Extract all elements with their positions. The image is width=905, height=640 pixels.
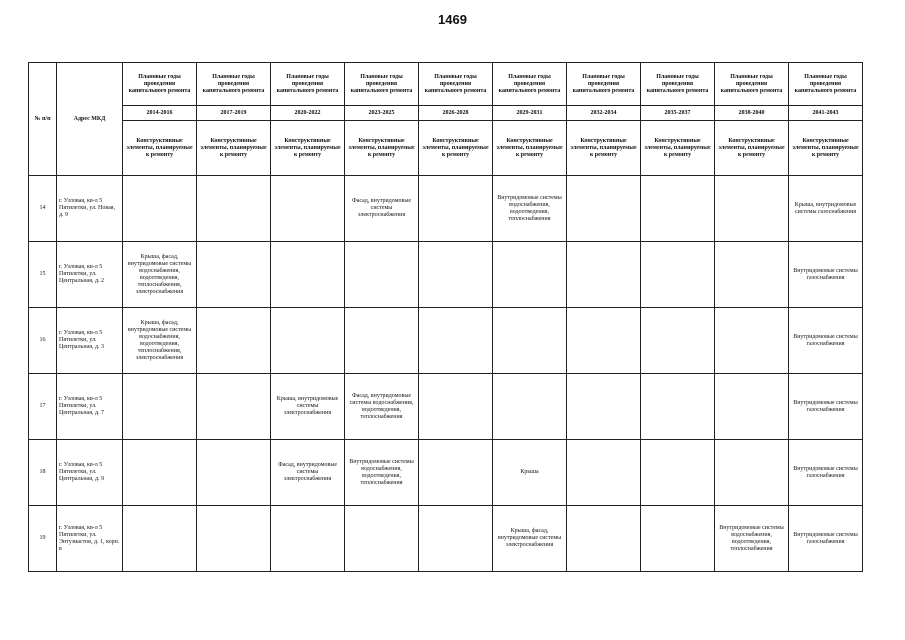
repair-cell: Внутридомовые системы водоснабжения, водоотведения, теплоснабжения [493, 176, 567, 242]
repair-cell: Крыша, внутридомовые системы электроснабжения [271, 374, 345, 440]
elements-label: Конструктивные элементы, планируемые к ремонту [419, 121, 493, 176]
repair-cell [271, 242, 345, 308]
repair-cell [197, 506, 271, 572]
row-address: г. Узловая, кв-л 5 Пятилетки, ул. Центральная, д. 9 [57, 440, 123, 506]
repair-cell: Крыша, фасад, внутридомовые системы водоснабжения, водоотведения, теплоснабжения, электроснабжения [123, 242, 197, 308]
period-years: 2038-2040 [715, 106, 789, 121]
repair-cell: Крыша, внутридомовые системы газоснабжения [789, 176, 863, 242]
repair-cell: Внутридомовые системы газоснабжения [789, 374, 863, 440]
repair-cell [567, 308, 641, 374]
elements-label: Конструктивные элементы, планируемые к ремонту [345, 121, 419, 176]
repair-cell [567, 440, 641, 506]
repair-cell [419, 242, 493, 308]
period-title: Плановые годы проведения капитального ремонта [715, 63, 789, 106]
repair-cell [419, 440, 493, 506]
repair-cell [715, 374, 789, 440]
repair-cell [715, 308, 789, 374]
period-years: 2020-2022 [271, 106, 345, 121]
repair-cell [641, 374, 715, 440]
repair-cell [123, 374, 197, 440]
repair-cell [641, 308, 715, 374]
repair-cell [715, 440, 789, 506]
repair-cell [567, 506, 641, 572]
repair-cell [345, 242, 419, 308]
elements-label: Конструктивные элементы, планируемые к ремонту [271, 121, 345, 176]
elements-label: Конструктивные элементы, планируемые к ремонту [123, 121, 197, 176]
elements-label: Конструктивные элементы, планируемые к ремонту [641, 121, 715, 176]
repair-cell [197, 374, 271, 440]
period-title: Плановые годы проведения капитального ремонта [493, 63, 567, 106]
table-row [29, 176, 863, 242]
repair-cell [197, 176, 271, 242]
table-row [29, 506, 863, 572]
period-years: 2029-2031 [493, 106, 567, 121]
row-address: г. Узловая, кв-л 5 Пятилетки, ул. Центральная, д. 7 [57, 374, 123, 440]
period-years: 2026-2028 [419, 106, 493, 121]
repair-cell [197, 440, 271, 506]
repair-cell: Крыша, фасад, внутридомовые системы электроснабжения [493, 506, 567, 572]
period-years: 2032-2034 [567, 106, 641, 121]
repair-cell [493, 374, 567, 440]
repair-cell [345, 506, 419, 572]
repair-cell [715, 242, 789, 308]
repair-cell [271, 308, 345, 374]
repair-cell [197, 242, 271, 308]
row-number: 15 [29, 242, 57, 308]
repair-cell [493, 308, 567, 374]
row-address: г. Узловая, кв-л 5 Пятилетки, ул. Центральная, д. 2 [57, 242, 123, 308]
repair-cell [419, 176, 493, 242]
repair-cell [271, 176, 345, 242]
row-address: г. Узловая, кв-л 5 Пятилетки, ул. Центральная, д. 3 [57, 308, 123, 374]
elements-label: Конструктивные элементы, планируемые к ремонту [789, 121, 863, 176]
elements-label: Конструктивные элементы, планируемые к ремонту [493, 121, 567, 176]
repair-cell [123, 440, 197, 506]
period-title: Плановые годы проведения капитального ремонта [419, 63, 493, 106]
row-address: г. Узловая, кв-л 5 Пятилетки, ул. Энтузиастов, д. 1, корп. в [57, 506, 123, 572]
period-title: Плановые годы проведения капитального ремонта [345, 63, 419, 106]
repair-cell [641, 440, 715, 506]
repair-cell [567, 374, 641, 440]
repair-cell: Внутридомовые системы водоснабжения, водоотведения, теплоснабжения [345, 440, 419, 506]
header-years-row [29, 106, 863, 121]
elements-label: Конструктивные элементы, планируемые к ремонту [567, 121, 641, 176]
repair-cell [567, 176, 641, 242]
header-title-row [29, 63, 863, 106]
repair-cell: Внутридомовые системы газоснабжения [789, 308, 863, 374]
repair-cell [123, 506, 197, 572]
repair-cell: Внутридомовые системы газоснабжения [789, 506, 863, 572]
repair-cell [419, 308, 493, 374]
period-title: Плановые годы проведения капитального ремонта [271, 63, 345, 106]
period-title: Плановые годы проведения капитального ремонта [789, 63, 863, 106]
row-number: 16 [29, 308, 57, 374]
capital-repair-table [28, 62, 863, 572]
period-years: 2014-2016 [123, 106, 197, 121]
repair-cell: Внутридомовые системы газоснабжения [789, 440, 863, 506]
row-number: 19 [29, 506, 57, 572]
repair-cell [641, 506, 715, 572]
repair-cell: Внутридомовые системы водоснабжения, водоотведения, теплоснабжения [715, 506, 789, 572]
table-row [29, 308, 863, 374]
repair-cell: Крыша [493, 440, 567, 506]
repair-cell [123, 176, 197, 242]
period-years: 2017-2019 [197, 106, 271, 121]
repair-cell [419, 506, 493, 572]
page-number: 1469 [438, 12, 467, 27]
period-years: 2035-2037 [641, 106, 715, 121]
row-number: 18 [29, 440, 57, 506]
repair-cell [419, 374, 493, 440]
repair-cell: Крыша, фасад, внутридомовые системы водоснабжения, водоотведения, теплоснабжения, электроснабжения [123, 308, 197, 374]
elements-label: Конструктивные элементы, планируемые к ремонту [715, 121, 789, 176]
period-title: Плановые годы проведения капитального ремонта [567, 63, 641, 106]
repair-cell: Фасад, внутридомовые системы электроснабжения [271, 440, 345, 506]
header-elements-row [29, 121, 863, 176]
row-number: 14 [29, 176, 57, 242]
period-title: Плановые годы проведения капитального ремонта [641, 63, 715, 106]
elements-label: Конструктивные элементы, планируемые к ремонту [197, 121, 271, 176]
repair-cell [641, 242, 715, 308]
table-row [29, 440, 863, 506]
period-years: 2023-2025 [345, 106, 419, 121]
repair-cell: Внутридомовые системы газоснабжения [789, 242, 863, 308]
column-header-number: № п/п [29, 63, 57, 176]
column-header-address: Адрес МКД [57, 63, 123, 176]
repair-cell [641, 176, 715, 242]
repair-cell [493, 242, 567, 308]
table-row [29, 242, 863, 308]
repair-cell: Фасад, внутридомовые системы электроснабжения [345, 176, 419, 242]
repair-cell [197, 308, 271, 374]
row-number: 17 [29, 374, 57, 440]
repair-cell: Фасад, внутридомовые системы водоснабжения, водоотведения, теплоснабжения [345, 374, 419, 440]
row-address: г. Узловая, кв-л 5 Пятилетки, ул. Новая, д. 9 [57, 176, 123, 242]
repair-cell [567, 242, 641, 308]
repair-cell [345, 308, 419, 374]
period-title: Плановые годы проведения капитального ремонта [197, 63, 271, 106]
repair-cell [715, 176, 789, 242]
repair-cell [271, 506, 345, 572]
period-title: Плановые годы проведения капитального ремонта [123, 63, 197, 106]
table-row [29, 374, 863, 440]
period-years: 2041-2043 [789, 106, 863, 121]
